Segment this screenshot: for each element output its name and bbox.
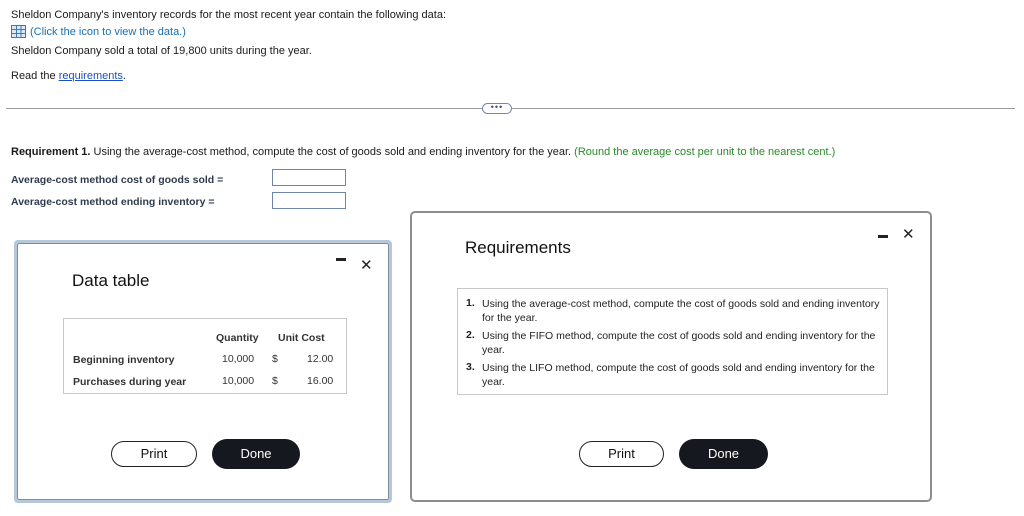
table-row-label: Beginning inventory (73, 354, 175, 366)
read-requirements-text (11, 70, 126, 82)
read-prefix: Read the (11, 70, 59, 82)
requirement-text: Using the average-cost method, compute the cost of goods sold and ending inventory for the year. (90, 146, 575, 158)
requirements-list (457, 288, 888, 395)
print-button[interactable]: Print (579, 441, 664, 467)
units-sold-text: Sheldon Company sold a total of 19,800 units during the year. (11, 45, 312, 57)
requirements-link[interactable]: requirements (58, 70, 123, 82)
table-cell-currency: $ (272, 353, 278, 365)
table-cell-quantity: 10,000 (222, 375, 255, 387)
done-button[interactable]: Done (212, 439, 300, 469)
cogs-label: Average-cost method cost of goods sold = (11, 174, 224, 186)
item-number: 2. (466, 329, 475, 341)
minimize-icon[interactable] (878, 235, 888, 238)
close-icon[interactable]: ✕ (360, 257, 373, 274)
close-icon[interactable]: ✕ (902, 226, 915, 243)
ending-inventory-label: Average-cost method ending inventory = (11, 196, 215, 208)
data-table (63, 318, 347, 394)
requirements-popup (410, 211, 932, 502)
item-number: 1. (466, 297, 475, 309)
item-text: Using the LIFO method, compute the cost of goods sold and ending inventory for the year. (482, 362, 875, 388)
requirement-1-question (11, 146, 835, 158)
data-popup-title: Data table (72, 271, 150, 290)
unit-cost-header: Unit Cost (278, 332, 325, 344)
table-row-label: Purchases during year (73, 376, 187, 388)
list-item (466, 329, 881, 357)
done-button[interactable]: Done (679, 439, 768, 469)
item-text: Using the average-cost method, compute the cost of goods sold and ending inventory for the year. (482, 298, 880, 324)
table-icon[interactable] (11, 25, 26, 38)
quantity-header: Quantity (216, 332, 259, 344)
list-item (466, 297, 881, 325)
rounding-hint: (Round the average cost per unit to the nearest cent.) (574, 146, 836, 158)
table-cell-currency: $ (272, 375, 278, 387)
item-text: Using the FIFO method, compute the cost of goods sold and ending inventory for the year. (482, 330, 876, 356)
table-cell-cost: 16.00 (307, 375, 334, 387)
expand-more-button[interactable]: ••• (482, 103, 512, 114)
ending-inventory-input[interactable] (272, 192, 346, 209)
view-data-label[interactable]: (Click the icon to view the data.) (30, 25, 186, 38)
view-data-link[interactable] (11, 25, 186, 38)
requirements-popup-title: Requirements (465, 238, 571, 257)
table-cell-cost: 12.00 (307, 353, 334, 365)
table-cell-quantity: 10,000 (222, 353, 255, 365)
list-item (466, 361, 881, 389)
cogs-input[interactable] (272, 169, 346, 186)
item-number: 3. (466, 361, 475, 373)
minimize-icon[interactable] (336, 258, 346, 261)
intro-text: Sheldon Company's inventory records for the most recent year contain the following data: (11, 9, 446, 21)
read-suffix: . (122, 70, 126, 82)
data-table-popup (14, 240, 392, 503)
print-button[interactable]: Print (111, 441, 197, 467)
requirement-label: Requirement 1. (11, 146, 91, 158)
